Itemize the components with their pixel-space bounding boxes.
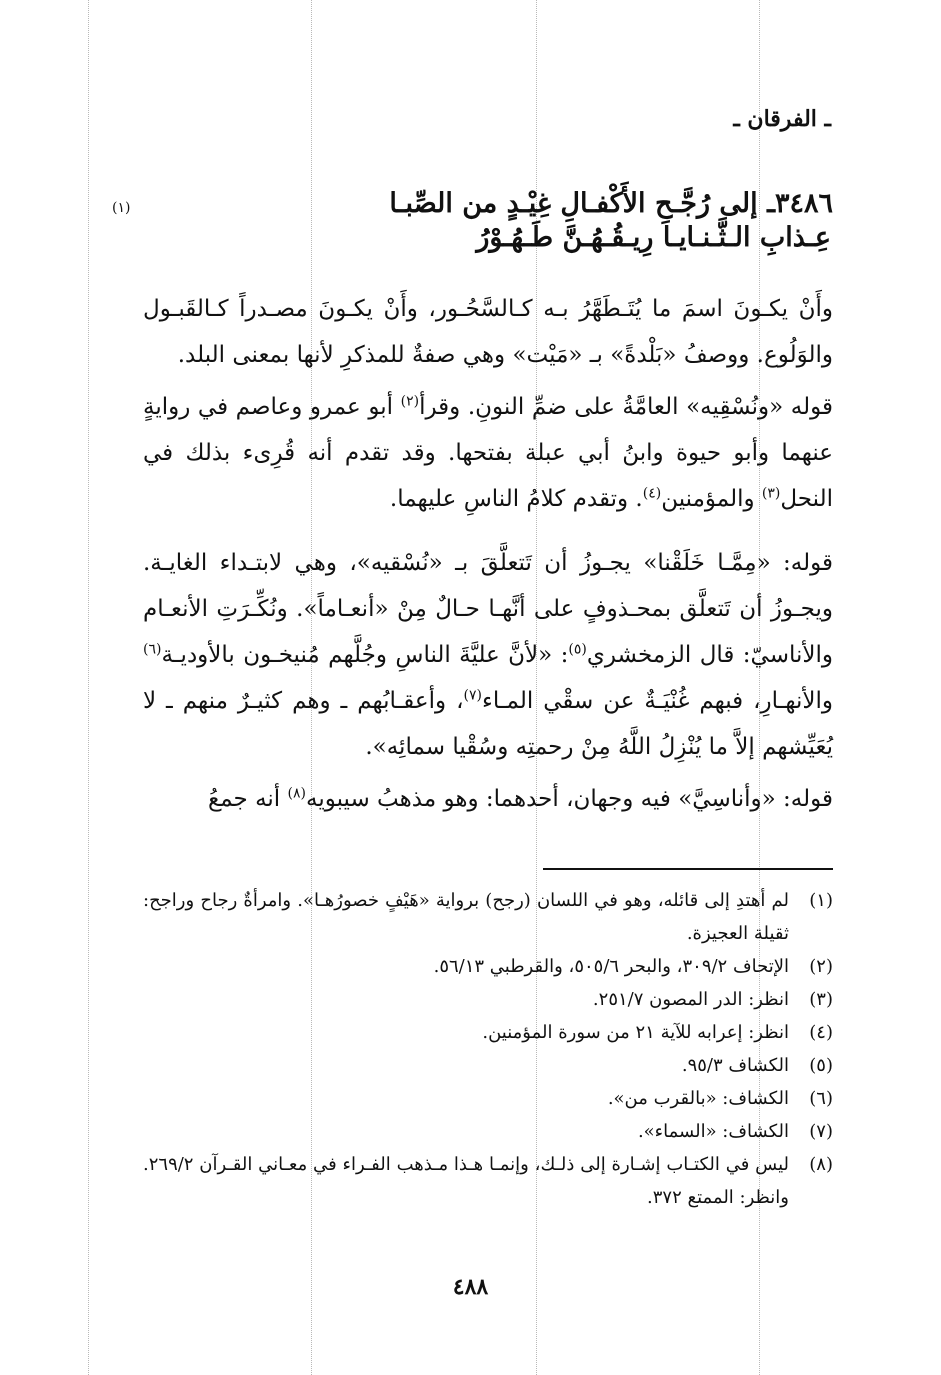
footnote-text: لم أهتدِ إلى قائله، وهو في اللسان (رجح) برواية «هَيْفٍ خصورُهـا». وامرأةٌ رجاح وراجح: ثقيلة العجيزة.: [143, 890, 789, 944]
verse-number: ٣٤٨٦: [774, 188, 833, 219]
verse-footnote-mark: (١): [112, 200, 131, 216]
footnote-item: [143, 1148, 833, 1214]
footnote-number: (٢): [809, 956, 833, 977]
verse-hemistich-2: عِـذابِ الـثَّـنـايـا رِيـقُـهُـنَّ طَـهُـوْرُ: [476, 222, 831, 253]
footnote-reference: (٣): [761, 485, 781, 502]
paragraph: [143, 540, 833, 770]
footnote-text: الكشاف: «السماء».: [637, 1121, 789, 1142]
footnote-reference: (٤): [642, 485, 662, 502]
footnote-item: [143, 950, 833, 983]
scan-guide-line: [88, 0, 89, 1375]
paragraph-text: والأنهـارِ، فبهم غُنْيَـةٌ عن سقْي المـاء: [482, 688, 834, 714]
footnote-text: الإتحاف ٣٠٩/٢، والبحر ٥٠٥/٦، والقرطبي ٥٦/١٣.: [433, 956, 789, 977]
paragraph-text: قوله: «وأناسِيَّ» فيه وجهان، أحدهما: وهو مذهبُ سيبويه: [305, 786, 833, 812]
footnote-number: (٨): [809, 1154, 833, 1175]
footnote-item: [143, 1115, 833, 1148]
paragraph-text: : «لأنَّ عليَّةَ الناسِ وجُلَّهم مُنيخـون بالأوديـة: [161, 642, 569, 668]
paragraph-text: والمؤمنين: [661, 486, 762, 512]
verse-hemistich-1: ـ إلى رُجَّـحِ الأَكْفـالِ غِيْـدٍ من الصِّبـا: [389, 188, 775, 219]
footnote-number: (٣): [809, 989, 833, 1010]
paragraph-text: أبو عمرو وعاصم في روايةٍ عنهما وأبو حيوة وابنُ أبي عبلة بفتحها. وقد تقدم أنه قُرِىء بذلك في النحل: [143, 394, 833, 512]
verse-line-1: [113, 188, 833, 219]
footnote-separator: [543, 868, 833, 870]
paragraph-text: قوله: «مِمَّـا خَلَقْنا» يجـوزُ أن تَتعلَّقَ بـ «نُسْقيه»، وهي لابتـداء الغايـة. ويجـوزُ أن تَتعلَّق بمحـذوفٍ على أنَّهـا حـالٌ مِنْ «أنعـاماً». ونُكِّـرَتِ الأنعـام والأناسيّ: قال الزمخشري: [143, 550, 834, 668]
paragraph-text: أنه جمعُ: [208, 786, 288, 812]
footnote-reference: (٥): [568, 641, 587, 658]
footnote-text: انظر: الدر المصون ٢٥١/٧.: [592, 989, 789, 1010]
running-head: ـ الفرقان ـ: [733, 106, 831, 132]
footnote-reference: (٧): [463, 687, 482, 704]
footnotes: [143, 884, 833, 1214]
footnote-reference: (٦): [143, 641, 162, 658]
footnote-item: [143, 1016, 833, 1049]
paragraph-text: ، وأعقـابُهم ـ وهم كثيـرٌ منهم ـ لا يُعَيِّشهم إلاَّ ما يُنْزِلُ اللَّهُ مِنْ رحمتِه وسُقْيا سمائِه».: [143, 688, 833, 760]
footnote-item: [143, 884, 833, 950]
footnote-number: (٤): [809, 1022, 833, 1043]
footnote-text: الكشاف: «بالقرب من».: [607, 1088, 789, 1109]
footnote-item: [143, 983, 833, 1016]
paragraph: [143, 286, 833, 378]
footnote-reference: (٨): [287, 785, 306, 802]
page-number: ٤٨٨: [452, 1274, 489, 1300]
footnote-item: [143, 1082, 833, 1115]
footnote-number: (٧): [809, 1121, 833, 1142]
footnote-text: انظر: إعرابه للآية ٢١ من سورة المؤمنين.: [482, 1022, 789, 1043]
footnote-number: (١): [809, 890, 833, 911]
footnote-text: الكشاف ٩٥/٣.: [681, 1055, 789, 1076]
paragraph-text: . وتقدم كلامُ الناسِ عليهما.: [389, 486, 643, 512]
footnote-item: [143, 1049, 833, 1082]
footnote-reference: (٢): [400, 393, 420, 410]
paragraph-text: وأَنْ يكـونَ اسمَ ما يُتَـطَهَّرُ بـه كـالسَّحُـور، وأَنْ يكـونَ مصـدراً كـالقَبـول والوَلُوع. ووصفُ «بَلْدةً» بـ «مَيْت» وهي صفةٌ للمذكرِ لأنها بمعنى البلد.: [143, 296, 833, 368]
footnote-text: ليس في الكتـاب إشـارة إلى ذلـك، وإنمـا هـذا مـذهب الفـراء في معـاني القـرآن ٢٦٩/٢. وانظر: الممتع ٣٧٢.: [143, 1154, 789, 1208]
footnote-number: (٦): [809, 1088, 833, 1109]
body-text: [143, 286, 833, 828]
paragraph-text: قوله «ونُسْقِيه» العامَّةُ على ضمِّ النونِ. وقرأ: [419, 394, 833, 420]
paragraph: [143, 776, 833, 822]
paragraph: [143, 384, 833, 522]
footnote-number: (٥): [809, 1055, 833, 1076]
